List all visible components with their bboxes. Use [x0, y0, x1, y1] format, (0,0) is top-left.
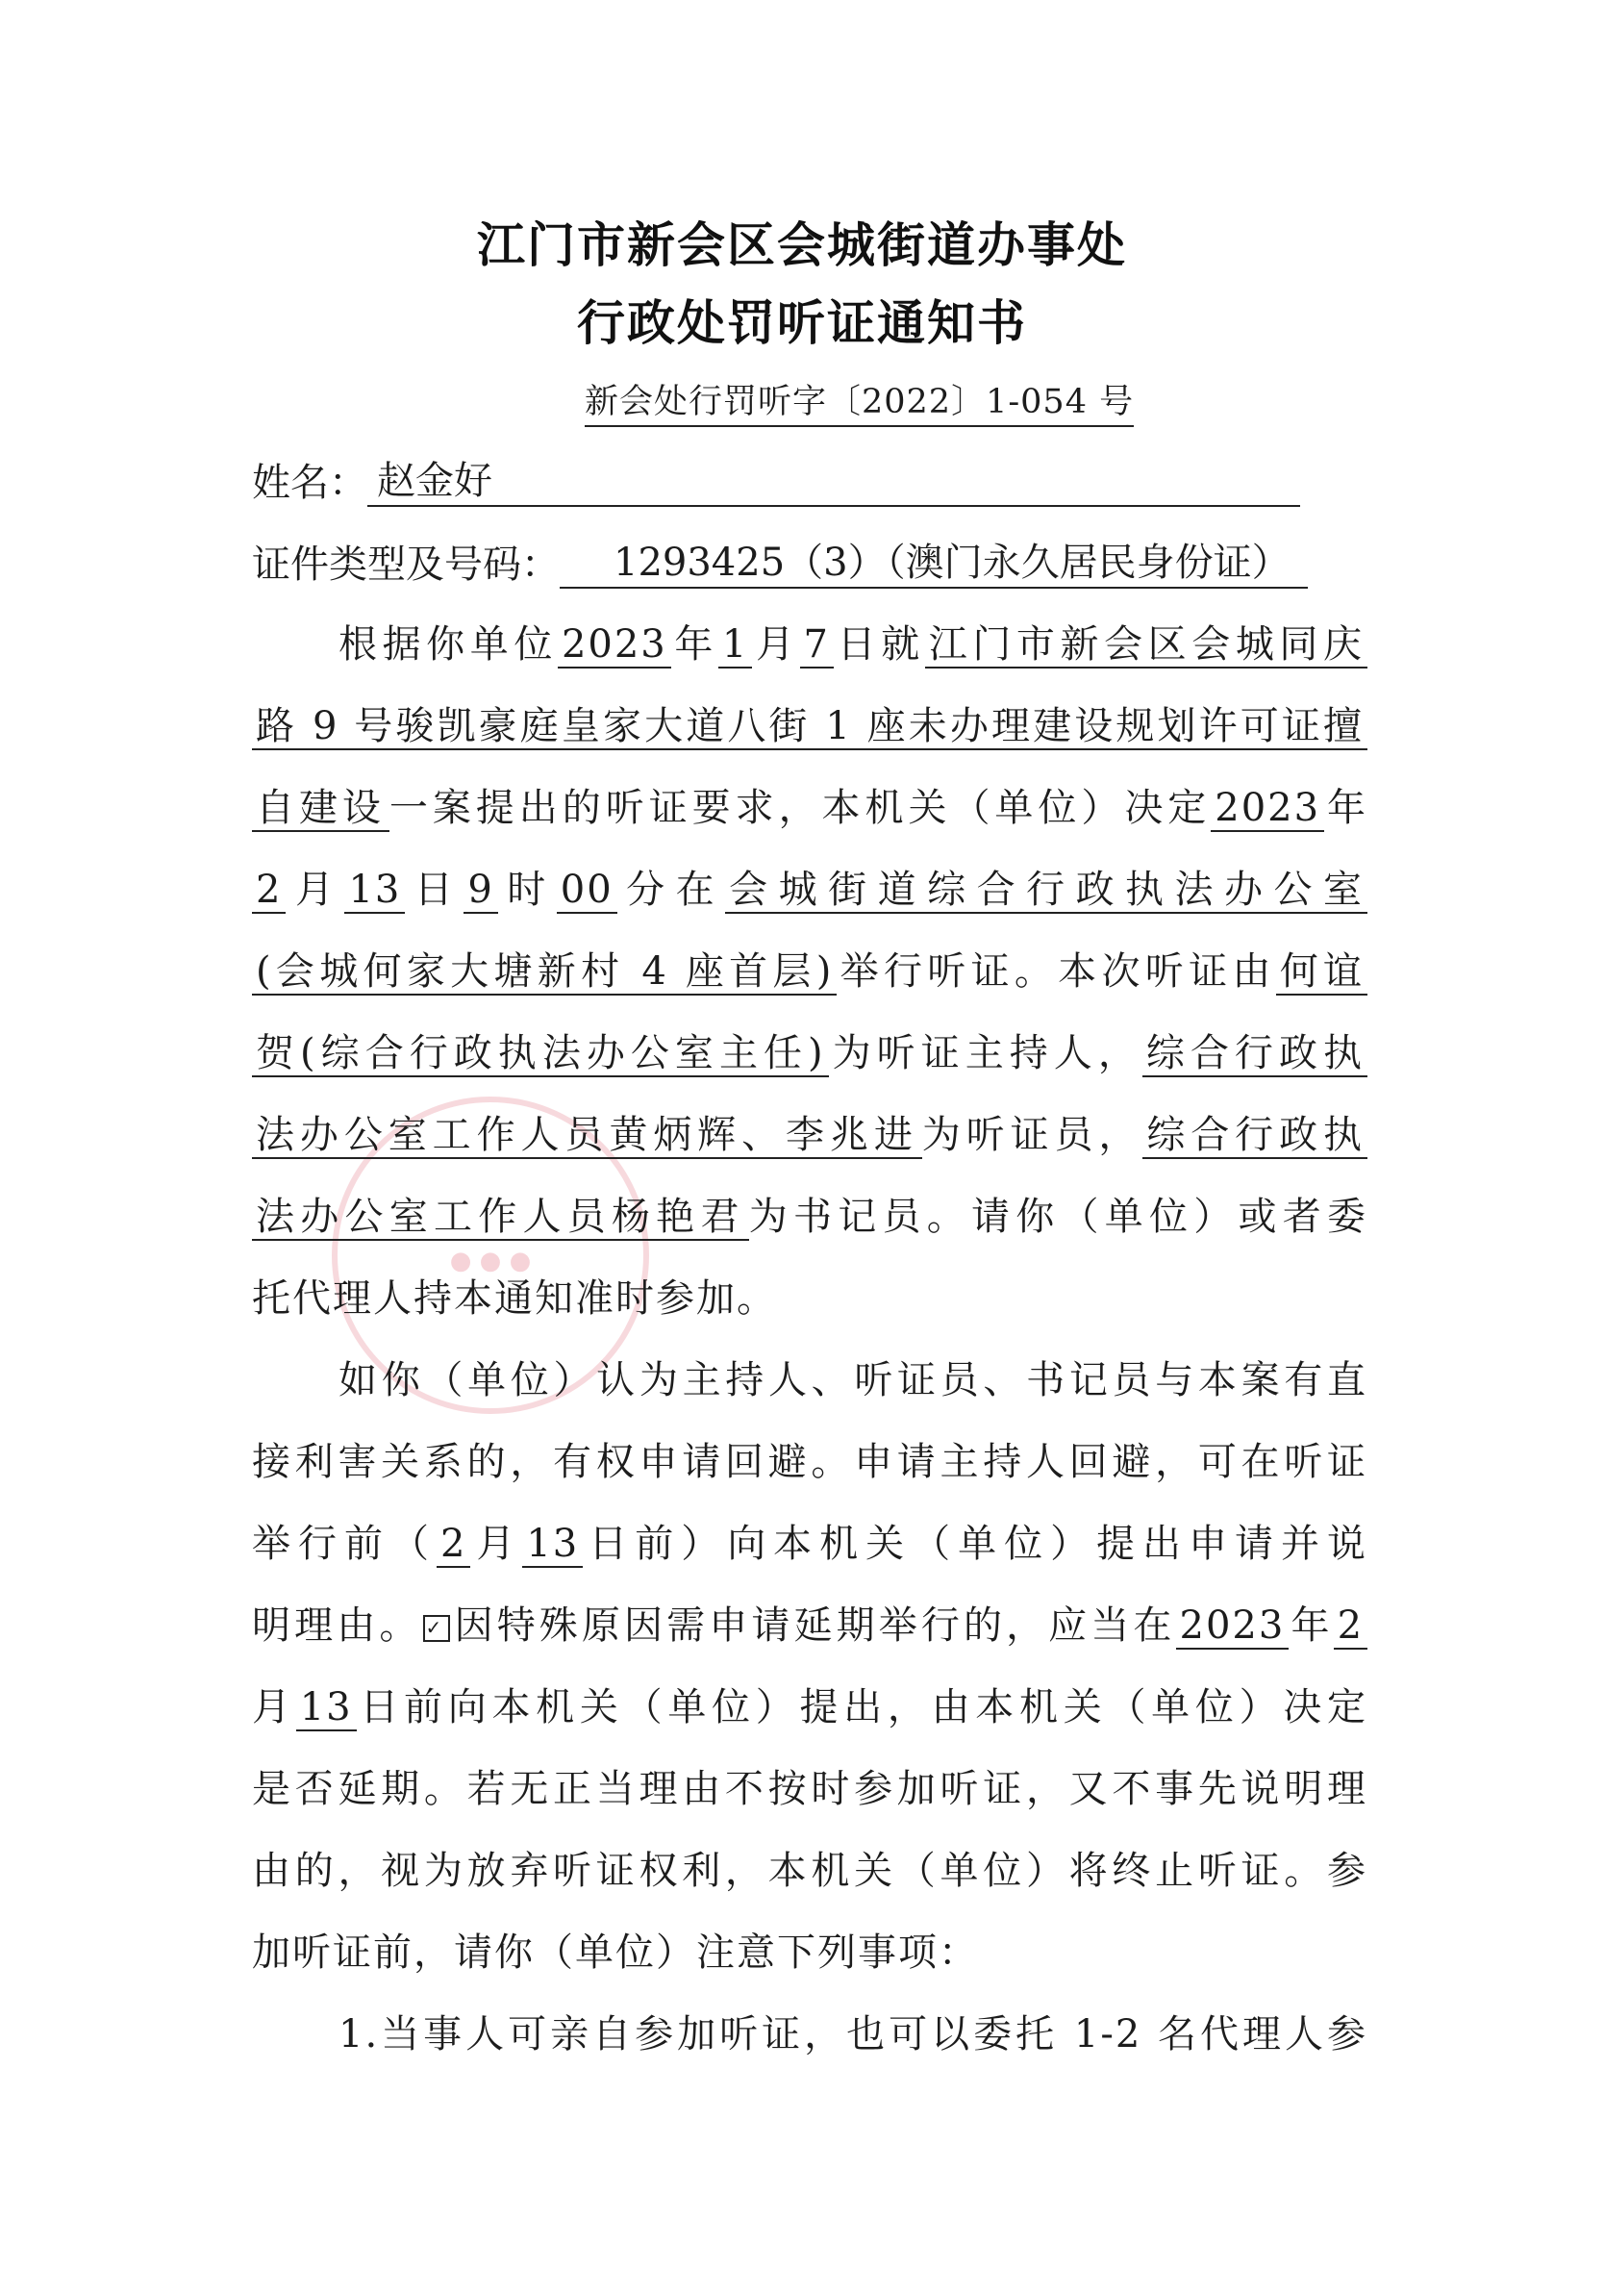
- checkbox-icon: ✓: [423, 1615, 450, 1642]
- document-number: 新会处行罚听字〔2022〕1-054 号: [585, 375, 1134, 427]
- official-seal: ● ● ●: [332, 1097, 649, 1414]
- body-line: 托代理人持本通知准时参加。: [252, 1276, 777, 1321]
- name-label: 姓名：: [252, 461, 367, 505]
- body-line: 举行前（ 2 月 13 日前）向本机关（单位）提出申请并说: [252, 1522, 1367, 1566]
- name-field: [252, 450, 1300, 507]
- body-line: 1.当事人可亲自参加听证，也可以委托 1-2 名代理人参: [338, 2012, 1367, 2056]
- body-line: 接利害关系的，有权申请回避。申请主持人回避，可在听证: [252, 1440, 1367, 1484]
- body-line: (会城何家大塘新村 4 座首层) 举行听证。本次听证由 何谊: [252, 941, 1367, 996]
- body-line: 路 9 号骏凯豪庭皇家大道八街 1 座未办理建设规划许可证擅: [252, 695, 1367, 750]
- body-line: 根据你单位 2023 年 1 月 7 日就 江门市新会区会城同庆: [338, 614, 1367, 669]
- name-value: 赵金好: [367, 450, 1300, 507]
- body-line: 法办公室工作人员黄炳辉、李兆进 为听证员， 综合行政执: [252, 1104, 1367, 1159]
- id-value: 1293425（3）（澳门永久居民身份证）: [560, 532, 1308, 589]
- id-label: 证件类型及号码：: [252, 542, 560, 587]
- issuer-title: 江门市新会区会城街道办事处: [477, 217, 1127, 273]
- body-line: 自建设 一案提出的听证要求，本机关（单位）决定 2023 年: [252, 777, 1367, 832]
- body-line: 法办公室工作人员杨艳君 为书记员。请你（单位）或者委: [252, 1186, 1367, 1241]
- body-line: 明理由。 ✓ 因特殊原因需申请延期举行的，应当在 2023 年 2: [252, 1595, 1367, 1650]
- body-line: 由的，视为放弃听证权利，本机关（单位）将终止听证。参: [252, 1849, 1367, 1893]
- body-line: 2 月 13 日 9 时 00 分在 会城街道综合行政执法办公室: [252, 859, 1367, 914]
- body-line: 加听证前，请你（单位）注意下列事项：: [252, 1930, 979, 1975]
- body-line: 是否延期。若无正当理由不按时参加听证，又不事先说明理: [252, 1767, 1367, 1811]
- body-line: 贺(综合行政执法办公室主任) 为听证主持人， 综合行政执: [252, 1022, 1367, 1077]
- document-title: 行政处罚听证通知书: [577, 295, 1027, 351]
- body-line: 如你（单位）认为主持人、听证员、书记员与本案有直: [338, 1358, 1367, 1402]
- id-field: [252, 532, 1308, 589]
- body-line: 月 13 日前向本机关（单位）提出，由本机关（单位）决定: [252, 1685, 1368, 1729]
